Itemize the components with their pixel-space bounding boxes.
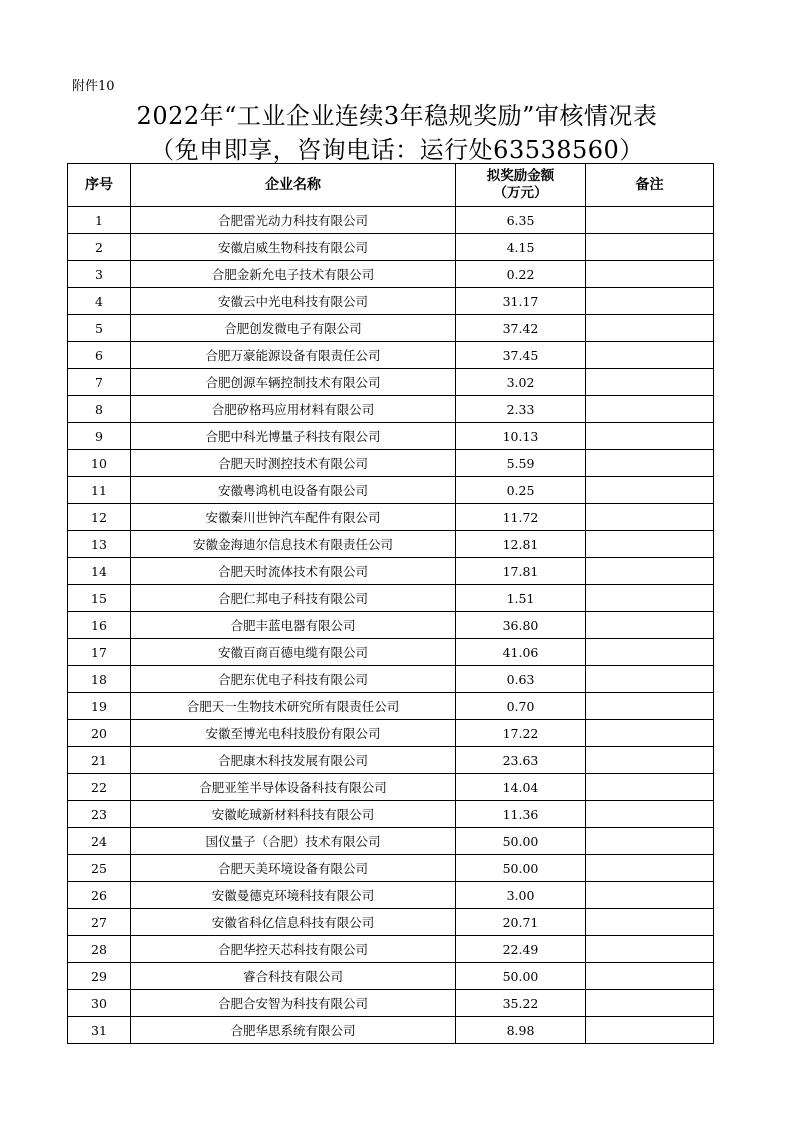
header-index: 序号 (68, 164, 131, 207)
cell-index: 30 (68, 990, 131, 1017)
cell-company: 安徽启威生物科技有限公司 (131, 234, 456, 261)
cell-index: 22 (68, 774, 131, 801)
cell-index: 23 (68, 801, 131, 828)
cell-company: 安徽秦川世钟汽车配件有限公司 (131, 504, 456, 531)
table-row (68, 693, 714, 720)
table-row (68, 747, 714, 774)
cell-amount: 0.25 (456, 477, 586, 504)
cell-amount: 50.00 (456, 828, 586, 855)
cell-remark (586, 882, 714, 909)
cell-company: 合肥康木科技发展有限公司 (131, 747, 456, 774)
cell-amount: 22.49 (456, 936, 586, 963)
table-row (68, 612, 714, 639)
cell-index: 31 (68, 1017, 131, 1044)
cell-remark (586, 801, 714, 828)
cell-index: 18 (68, 666, 131, 693)
cell-amount: 50.00 (456, 963, 586, 990)
cell-remark (586, 207, 714, 234)
cell-index: 8 (68, 396, 131, 423)
table-row (68, 477, 714, 504)
cell-amount: 3.02 (456, 369, 586, 396)
header-amount-line2: （万元） (493, 185, 548, 201)
cell-index: 17 (68, 639, 131, 666)
cell-company: 安徽粤鸿机电设备有限公司 (131, 477, 456, 504)
cell-amount: 17.81 (456, 558, 586, 585)
attachment-label: 附件10 (72, 79, 115, 94)
cell-amount: 3.00 (456, 882, 586, 909)
cell-amount: 8.98 (456, 1017, 586, 1044)
cell-company: 安徽曼德克环境科技有限公司 (131, 882, 456, 909)
table-row (68, 774, 714, 801)
cell-company: 安徽百商百德电缆有限公司 (131, 639, 456, 666)
cell-company: 合肥天时流体技术有限公司 (131, 558, 456, 585)
cell-remark (586, 909, 714, 936)
table-row (68, 666, 714, 693)
cell-index: 6 (68, 342, 131, 369)
cell-remark (586, 450, 714, 477)
cell-amount: 14.04 (456, 774, 586, 801)
cell-remark (586, 234, 714, 261)
cell-amount: 2.33 (456, 396, 586, 423)
table-row (68, 909, 714, 936)
page-title: 2022年“工业企业连续3年稳规奖励”审核情况表 (136, 102, 658, 130)
cell-remark (586, 477, 714, 504)
cell-company: 睿合科技有限公司 (131, 963, 456, 990)
cell-amount: 5.59 (456, 450, 586, 477)
cell-remark (586, 1017, 714, 1044)
cell-company: 安徽省科亿信息科技有限公司 (131, 909, 456, 936)
table-row (68, 288, 714, 315)
header-company: 企业名称 (131, 164, 456, 207)
cell-company: 合肥创发微电子有限公司 (131, 315, 456, 342)
review-table (67, 163, 714, 1044)
cell-amount: 20.71 (456, 909, 586, 936)
cell-company: 安徽金海迪尔信息技术有限责任公司 (131, 531, 456, 558)
cell-company: 合肥雷光动力科技有限公司 (131, 207, 456, 234)
cell-remark (586, 639, 714, 666)
page-subtitle: （免申即享，咨询电话：运行处63538560） (150, 136, 644, 164)
cell-remark (586, 261, 714, 288)
cell-index: 4 (68, 288, 131, 315)
cell-amount: 0.70 (456, 693, 586, 720)
cell-amount: 35.22 (456, 990, 586, 1017)
cell-company: 安徽云中光电科技有限公司 (131, 288, 456, 315)
cell-remark (586, 504, 714, 531)
cell-remark (586, 369, 714, 396)
cell-remark (586, 828, 714, 855)
table-row (68, 450, 714, 477)
cell-remark (586, 774, 714, 801)
cell-remark (586, 423, 714, 450)
cell-remark (586, 612, 714, 639)
cell-index: 25 (68, 855, 131, 882)
table-body (68, 207, 714, 1044)
cell-index: 19 (68, 693, 131, 720)
cell-index: 10 (68, 450, 131, 477)
cell-index: 3 (68, 261, 131, 288)
table-row (68, 882, 714, 909)
table-row (68, 558, 714, 585)
cell-company: 安徽屹珹新材料科技有限公司 (131, 801, 456, 828)
table-row (68, 639, 714, 666)
cell-remark (586, 855, 714, 882)
cell-remark (586, 936, 714, 963)
cell-remark (586, 720, 714, 747)
cell-index: 7 (68, 369, 131, 396)
cell-company: 合肥天时测控技术有限公司 (131, 450, 456, 477)
cell-company: 安徽至博光电科技股份有限公司 (131, 720, 456, 747)
cell-company: 合肥丰蓝电器有限公司 (131, 612, 456, 639)
cell-index: 24 (68, 828, 131, 855)
table-header-row (68, 164, 714, 207)
table-row (68, 504, 714, 531)
cell-company: 合肥天一生物技术研究所有限责任公司 (131, 693, 456, 720)
cell-remark (586, 666, 714, 693)
cell-amount: 23.63 (456, 747, 586, 774)
cell-amount: 41.06 (456, 639, 586, 666)
cell-company: 合肥合安智为科技有限公司 (131, 990, 456, 1017)
cell-amount: 11.72 (456, 504, 586, 531)
cell-index: 11 (68, 477, 131, 504)
header-amount (456, 164, 586, 207)
cell-company: 合肥华控天芯科技有限公司 (131, 936, 456, 963)
table-row (68, 315, 714, 342)
cell-index: 12 (68, 504, 131, 531)
cell-amount: 6.35 (456, 207, 586, 234)
cell-amount: 0.22 (456, 261, 586, 288)
cell-company: 合肥金新允电子技术有限公司 (131, 261, 456, 288)
cell-index: 16 (68, 612, 131, 639)
table-row (68, 855, 714, 882)
table-row (68, 396, 714, 423)
cell-amount: 4.15 (456, 234, 586, 261)
cell-remark (586, 396, 714, 423)
cell-amount: 11.36 (456, 801, 586, 828)
cell-company: 合肥华思系统有限公司 (131, 1017, 456, 1044)
cell-amount: 12.81 (456, 531, 586, 558)
cell-remark (586, 963, 714, 990)
cell-remark (586, 747, 714, 774)
cell-index: 5 (68, 315, 131, 342)
cell-company: 合肥中科光博量子科技有限公司 (131, 423, 456, 450)
cell-company: 合肥天美环境设备有限公司 (131, 855, 456, 882)
cell-company: 合肥创源车辆控制技术有限公司 (131, 369, 456, 396)
table-row (68, 342, 714, 369)
cell-company: 合肥万豪能源设备有限责任公司 (131, 342, 456, 369)
table-row (68, 963, 714, 990)
table-row (68, 828, 714, 855)
cell-index: 21 (68, 747, 131, 774)
cell-index: 29 (68, 963, 131, 990)
cell-index: 13 (68, 531, 131, 558)
table-row (68, 261, 714, 288)
table-row (68, 720, 714, 747)
cell-company: 合肥东优电子科技有限公司 (131, 666, 456, 693)
cell-index: 15 (68, 585, 131, 612)
cell-remark (586, 558, 714, 585)
cell-index: 14 (68, 558, 131, 585)
header-remarks: 备注 (586, 164, 714, 207)
cell-amount: 0.63 (456, 666, 586, 693)
cell-amount: 50.00 (456, 855, 586, 882)
cell-remark (586, 585, 714, 612)
header-amount-line1: 拟奖励金额 (486, 168, 555, 184)
table-row (68, 990, 714, 1017)
cell-amount: 17.22 (456, 720, 586, 747)
cell-amount: 10.13 (456, 423, 586, 450)
table-row (68, 207, 714, 234)
cell-amount: 36.80 (456, 612, 586, 639)
cell-index: 1 (68, 207, 131, 234)
table-row (68, 585, 714, 612)
table-row (68, 423, 714, 450)
cell-company: 合肥亚笙半导体设备科技有限公司 (131, 774, 456, 801)
cell-company: 合肥矽格玛应用材料有限公司 (131, 396, 456, 423)
cell-amount: 31.17 (456, 288, 586, 315)
cell-index: 2 (68, 234, 131, 261)
cell-amount: 37.45 (456, 342, 586, 369)
cell-remark (586, 693, 714, 720)
cell-remark (586, 315, 714, 342)
cell-amount: 37.42 (456, 315, 586, 342)
table-row (68, 1017, 714, 1044)
table-row (68, 801, 714, 828)
table-row (68, 936, 714, 963)
table-row (68, 234, 714, 261)
cell-remark (586, 288, 714, 315)
cell-index: 26 (68, 882, 131, 909)
cell-index: 20 (68, 720, 131, 747)
cell-index: 27 (68, 909, 131, 936)
cell-remark (586, 531, 714, 558)
cell-index: 9 (68, 423, 131, 450)
table-row (68, 531, 714, 558)
cell-company: 合肥仁邦电子科技有限公司 (131, 585, 456, 612)
cell-amount: 1.51 (456, 585, 586, 612)
table-row (68, 369, 714, 396)
cell-remark (586, 990, 714, 1017)
cell-remark (586, 342, 714, 369)
cell-company: 国仪量子（合肥）技术有限公司 (131, 828, 456, 855)
cell-index: 28 (68, 936, 131, 963)
